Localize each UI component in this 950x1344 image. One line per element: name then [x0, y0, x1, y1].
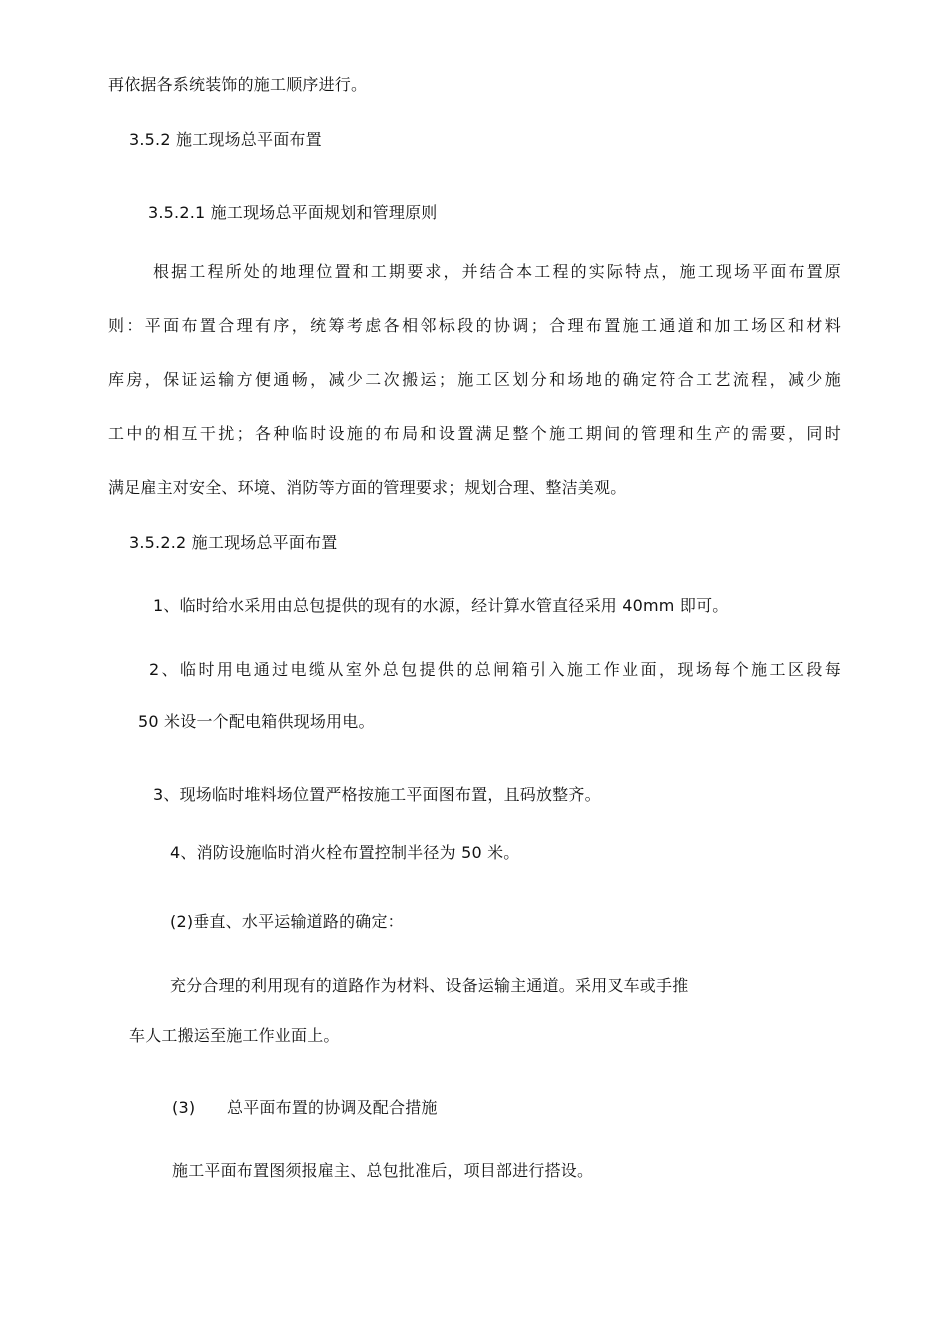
list-item: 2、临时用电通过电缆从室外总包提供的总闸箱引入施工作业面，现场每个施工区段每 — [149, 660, 841, 679]
paragraph-line: 充分合理的利用现有的道路作为材料、设备运输主通道。采用叉车或手推 — [170, 976, 689, 995]
paragraph-line: 再依据各系统装饰的施工顺序进行。 — [108, 75, 368, 94]
paragraph-line: 满足雇主对安全、环境、消防等方面的管理要求；规划合理、整洁美观。 — [108, 478, 627, 497]
paragraph-line: 车人工搬运至施工作业面上。 — [129, 1026, 340, 1045]
subheading-coordination: 总平面布置的协调及配合措施 — [227, 1098, 438, 1117]
list-item-continuation: 50 米设一个配电箱供现场用电。 — [138, 712, 375, 731]
subsection-heading-3-5-2-1: 3.5.2.1 施工现场总平面规划和管理原则 — [148, 203, 438, 222]
paragraph-line: 施工平面布置图须报雇主、总包批准后，项目部进行搭设。 — [172, 1161, 594, 1180]
list-item: 4、消防设施临时消火栓布置控制半径为 50 米。 — [170, 843, 520, 862]
paragraph-line: 库房，保证运输方便通畅，减少二次搬运；施工区划分和场地的确定符合工艺流程，减少施 — [108, 370, 841, 389]
subheading-transport-roads: (2)垂直、水平运输道路的确定： — [170, 912, 404, 931]
paragraph-line: 根据工程所处的地理位置和工期要求，并结合本工程的实际特点，施工现场平面布置原 — [153, 262, 841, 281]
subheading-number: (3) — [172, 1098, 196, 1117]
paragraph-line: 则：平面布置合理有序，统筹考虑各相邻标段的协调；合理布置施工通道和加工场区和材料 — [108, 316, 841, 335]
subsection-heading-3-5-2-2: 3.5.2.2 施工现场总平面布置 — [129, 533, 338, 552]
list-item: 1、临时给水采用由总包提供的现有的水源，经计算水管直径采用 40mm 即可。 — [153, 596, 729, 615]
paragraph-line: 工中的相互干扰；各种临时设施的布局和设置满足整个施工期间的管理和生产的需要，同时 — [108, 424, 841, 443]
list-item: 3、现场临时堆料场位置严格按施工平面图布置，且码放整齐。 — [153, 785, 601, 804]
section-heading-3-5-2: 3.5.2 施工现场总平面布置 — [129, 130, 322, 149]
